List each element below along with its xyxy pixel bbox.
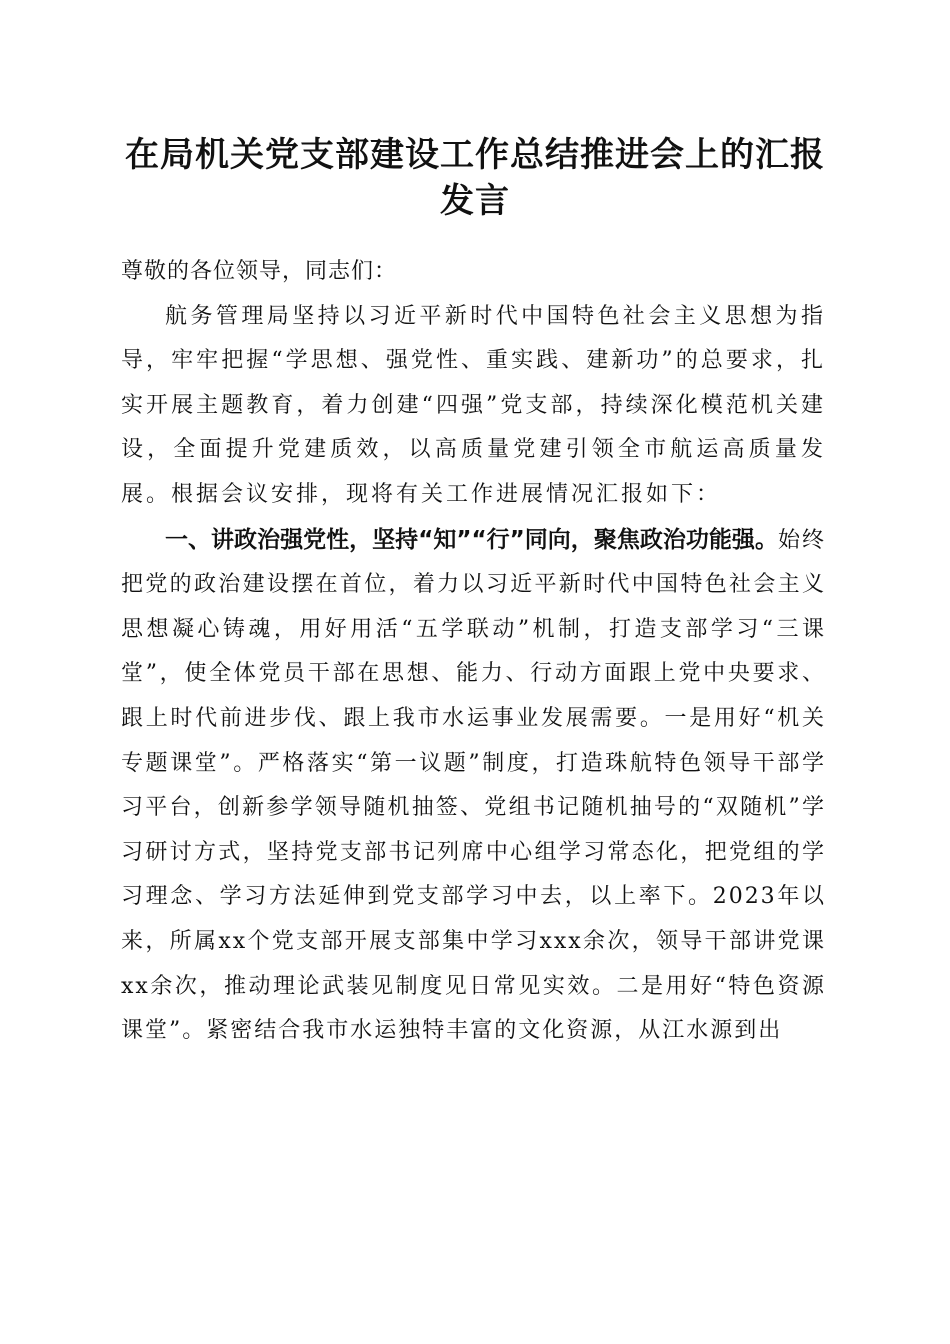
document-body — [121, 250, 826, 1054]
section-1-paragraph — [121, 518, 826, 1054]
document-title — [110, 132, 840, 224]
section-1-body: 始终把党的政治建设摆在首位，着力以习近平新时代中国特色社会主义思想凝心铸魂，用好用活“五学联动”机制，打造支部学习“三课堂”，使全体党员干部在思想、能力、行动方面跟上党中央要求、跟上时代前进步伐、跟上我市水运事业发展需要。一是用好“机关专题课堂”。严格落实“第一议题”制度，打造珠航特色领导干部学习平台，创新参学领导随机抽签、党组书记随机抽号的“双随机”学习研讨方式，坚持党支部书记列席中心组学习常态化，把党组的学习理念、学习方法延伸到党支部学习中去，以上率下。2023年以来，所属xx个党支部开展支部集中学习xxx余次，领导干部讲党课xx余次，推动理论武装见制度见日常见实效。二是用好“特色资源课堂”。紧密结合我市水运独特丰富的文化资源，从江水源到出 — [121, 527, 826, 1044]
section-1-heading: 一、讲政治强党性，坚持“知”“行”同向，聚焦政治功能强。 — [165, 526, 778, 553]
intro-paragraph: 航务管理局坚持以习近平新时代中国特色社会主义思想为指导，牢牢把握“学思想、强党性、重实践、建新功”的总要求，扎实开展主题教育，着力创建“四强”党支部，持续深化模范机关建设，全面提升党建质效，以高质量党建引领全市航运高质量发展。根据会议安排，现将有关工作进展情况汇报如下： — [121, 303, 826, 507]
title-line-2: 发言 — [440, 181, 510, 221]
title-line-1: 在局机关党支部建设工作总结推进会上的汇报 — [125, 135, 825, 175]
salutation: 尊敬的各位领导，同志们： — [121, 259, 398, 284]
